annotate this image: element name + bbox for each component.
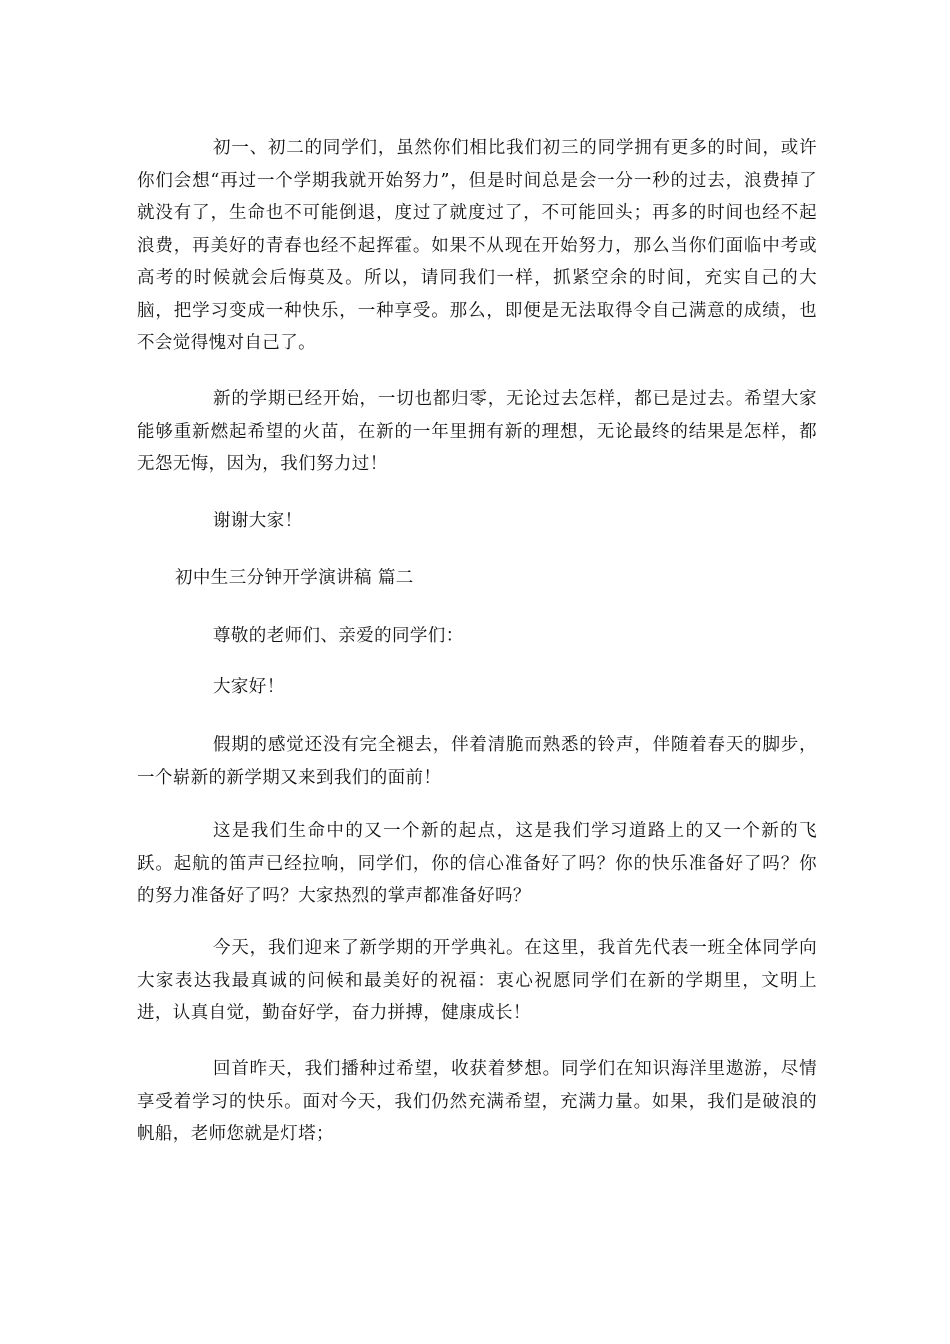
paragraph-salutation: 尊敬的老师们、亲爱的同学们： — [213, 626, 464, 646]
paragraph-holiday: 假期的感觉还没有完全褪去，伴着清脆而熟悉的铃声，伴随着春天的脚步，一个崭新的新学期又来到我们的面前！ — [137, 735, 817, 788]
paragraph-new-start: 这是我们生命中的又一个新的起点，这是我们学习道路上的又一个新的飞跃。起航的笛声已经拉响，同学们，你的信心准备好了吗？你的快乐准备好了吗？你的努力准备好了吗？大家热烈的掌声都准备好吗？ — [137, 821, 817, 906]
paragraph-new-semester: 新的学期已经开始，一切也都归零，无论过去怎样，都已是过去。希望大家能够重新燃起希望的火苗，在新的一年里拥有新的理想，无论最终的结果是怎样，都无怨无悔，因为，我们努力过！ — [137, 389, 817, 474]
paragraph-reflection: 回首昨天，我们播种过希望，收获着梦想。同学们在知识海洋里遨游，尽情享受着学习的快乐。面对今天，我们仍然充满希望，充满力量。如果，我们是破浪的帆船，老师您就是灯塔； — [137, 1059, 817, 1144]
paragraph-ceremony: 今天，我们迎来了新学期的开学典礼。在这里，我首先代表一班全体同学向大家表达我最真诚的问候和最美好的祝福：衷心祝愿同学们在新的学期里，文明上进，认真自觉，勤奋好学，奋力拼搏，健康成长！ — [137, 938, 817, 1023]
section-heading: 初中生三分钟开学演讲稿 篇二 — [175, 568, 414, 588]
paragraph-thanks: 谢谢大家！ — [213, 511, 303, 531]
paragraph-advice-to-juniors: 初一、初二的同学们，虽然你们相比我们初三的同学拥有更多的时间，或许你们会想“再过一个学期我就开始努力”，但是时间总是会一分一秒的过去，浪费掉了就没有了，生命也不可能倒退，度过了就度过了，不可能回头；再多的时间也经不起浪费，再美好的青春也经不起挥霍。如果不从现在开始努力，那么当你们面临中考或高考的时候就会后悔莫及。所以，请同我们一样，抓紧空余的时间，充实自己的大脑，把学习变成一种快乐，一种享受。那么，即便是无法取得令自己满意的成绩，也不会觉得愧对自己了。 — [137, 138, 817, 353]
paragraph-greeting: 大家好！ — [213, 677, 285, 697]
